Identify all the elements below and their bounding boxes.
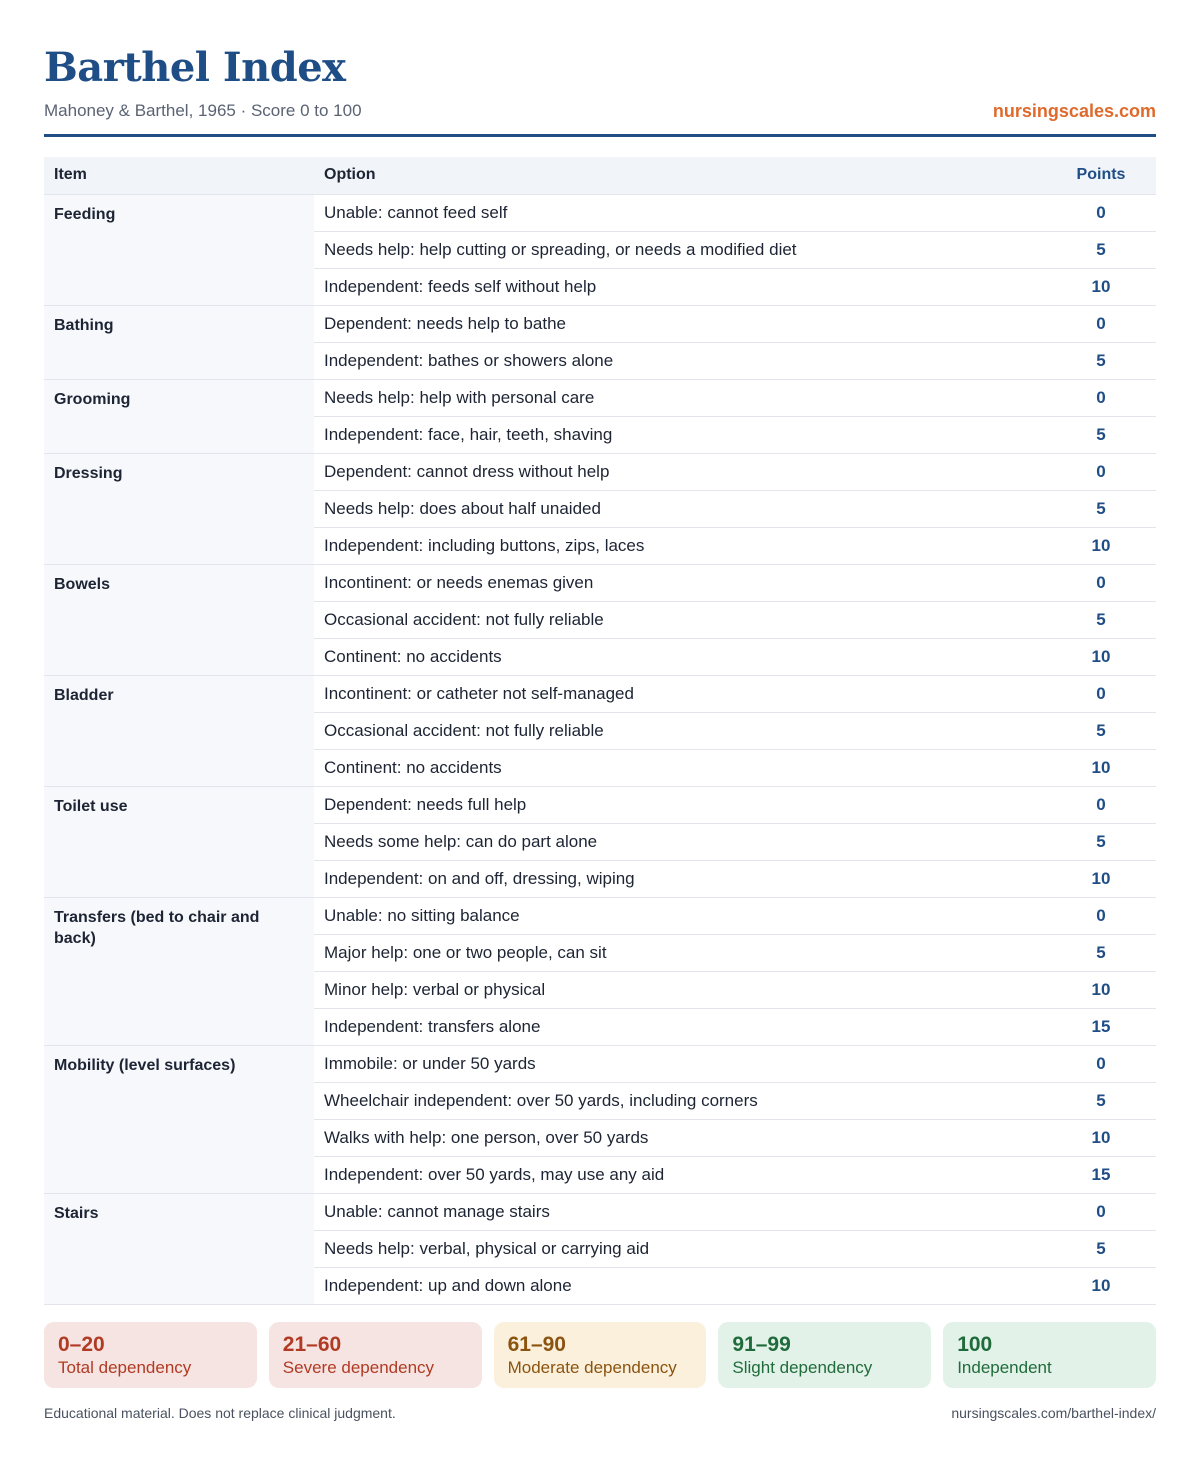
option-text: Wheelchair independent: over 50 yards, including corners	[314, 1082, 1046, 1119]
option-points: 5	[1046, 823, 1156, 860]
option-points: 5	[1046, 601, 1156, 638]
option-text: Incontinent: or catheter not self-managed	[314, 675, 1046, 712]
option-text: Occasional accident: not fully reliable	[314, 601, 1046, 638]
option-points: 10	[1046, 1267, 1156, 1304]
band-label: Total dependency	[58, 1358, 192, 1377]
option-text: Independent: transfers alone	[314, 1008, 1046, 1045]
band-label: Independent	[957, 1358, 1052, 1377]
item-name: Dressing	[44, 453, 314, 564]
option-points: 5	[1046, 934, 1156, 971]
option-points: 10	[1046, 1119, 1156, 1156]
option-text: Dependent: cannot dress without help	[314, 453, 1046, 490]
table-row	[44, 379, 1156, 416]
column-header-points: Points	[1046, 157, 1156, 194]
option-text: Walks with help: one person, over 50 yards	[314, 1119, 1046, 1156]
table-row	[44, 786, 1156, 823]
option-text: Unable: no sitting balance	[314, 897, 1046, 934]
table-body	[44, 194, 1156, 1304]
option-text: Independent: bathes or showers alone	[314, 342, 1046, 379]
column-header-option: Option	[314, 157, 1046, 194]
option-text: Incontinent: or needs enemas given	[314, 564, 1046, 601]
item-name: Mobility (level surfaces)	[44, 1045, 314, 1193]
option-points: 15	[1046, 1008, 1156, 1045]
item-name: Grooming	[44, 379, 314, 453]
option-text: Continent: no accidents	[314, 638, 1046, 675]
option-points: 10	[1046, 971, 1156, 1008]
band-range: 21–60	[282, 1333, 342, 1356]
item-name: Bowels	[44, 564, 314, 675]
item-name: Bathing	[44, 305, 314, 379]
site-link[interactable]: nursingscales.com	[992, 101, 1156, 121]
score-bands	[44, 1322, 1156, 1388]
option-text: Minor help: verbal or physical	[314, 971, 1046, 1008]
option-text: Continent: no accidents	[314, 749, 1046, 786]
option-text: Dependent: needs help to bathe	[314, 305, 1046, 342]
option-text: Major help: one or two people, can sit	[314, 934, 1046, 971]
table-row	[44, 897, 1156, 934]
option-text: Needs help: does about half unaided	[314, 490, 1046, 527]
table-header-row	[44, 157, 1156, 194]
item-name: Transfers (bed to chair and back)	[44, 897, 314, 1045]
table-row	[44, 453, 1156, 490]
item-name: Feeding	[44, 194, 314, 305]
table-row	[44, 1193, 1156, 1230]
band-label: Severe dependency	[282, 1358, 435, 1377]
barthel-table	[44, 157, 1156, 1305]
option-text: Independent: including buttons, zips, laces	[314, 527, 1046, 564]
option-points: 10	[1046, 268, 1156, 305]
score-band	[269, 1322, 482, 1388]
option-text: Occasional accident: not fully reliable	[314, 712, 1046, 749]
header-divider	[44, 134, 1156, 137]
option-text: Unable: cannot manage stairs	[314, 1193, 1046, 1230]
option-text: Needs some help: can do part alone	[314, 823, 1046, 860]
option-text: Independent: face, hair, teeth, shaving	[314, 416, 1046, 453]
item-name: Stairs	[44, 1193, 314, 1304]
option-points: 5	[1046, 416, 1156, 453]
page-title: Barthel Index	[44, 44, 346, 91]
score-band	[44, 1322, 257, 1388]
band-label: Moderate dependency	[507, 1358, 677, 1377]
option-points: 5	[1046, 490, 1156, 527]
option-points: 0	[1046, 305, 1156, 342]
option-text: Needs help: verbal, physical or carrying aid	[314, 1230, 1046, 1267]
option-points: 0	[1046, 453, 1156, 490]
option-text: Independent: on and off, dressing, wiping	[314, 860, 1046, 897]
option-points: 10	[1046, 860, 1156, 897]
band-range: 0–20	[58, 1333, 105, 1356]
footer-url[interactable]: nursingscales.com/barthel-index/	[951, 1405, 1156, 1421]
table-row	[44, 194, 1156, 231]
band-range: 91–99	[732, 1333, 791, 1356]
score-band	[494, 1322, 707, 1388]
option-text: Independent: feeds self without help	[314, 268, 1046, 305]
option-points: 0	[1046, 1193, 1156, 1230]
column-header-item: Item	[44, 157, 314, 194]
page-subtitle: Mahoney & Barthel, 1965 · Score 0 to 100	[44, 101, 362, 120]
option-points: 5	[1046, 1082, 1156, 1119]
band-range: 100	[957, 1333, 993, 1356]
band-range: 61–90	[507, 1333, 566, 1356]
option-text: Needs help: help cutting or spreading, or needs a modified diet	[314, 231, 1046, 268]
score-band	[943, 1322, 1156, 1388]
option-text: Immobile: or under 50 yards	[314, 1045, 1046, 1082]
option-points: 15	[1046, 1156, 1156, 1193]
footer-disclaimer: Educational material. Does not replace clinical judgment.	[44, 1405, 396, 1421]
option-points: 10	[1046, 527, 1156, 564]
option-points: 10	[1046, 749, 1156, 786]
option-points: 5	[1046, 712, 1156, 749]
table-row	[44, 305, 1156, 342]
option-points: 5	[1046, 231, 1156, 268]
option-text: Dependent: needs full help	[314, 786, 1046, 823]
option-points: 0	[1046, 786, 1156, 823]
option-text: Independent: up and down alone	[314, 1267, 1046, 1304]
score-band	[718, 1322, 931, 1388]
option-points: 0	[1046, 194, 1156, 231]
option-points: 0	[1046, 1045, 1156, 1082]
item-name: Toilet use	[44, 786, 314, 897]
table-row	[44, 1045, 1156, 1082]
option-text: Unable: cannot feed self	[314, 194, 1046, 231]
option-text: Needs help: help with personal care	[314, 379, 1046, 416]
item-name: Bladder	[44, 675, 314, 786]
option-points: 5	[1046, 342, 1156, 379]
option-points: 10	[1046, 638, 1156, 675]
option-points: 0	[1046, 897, 1156, 934]
table-row	[44, 564, 1156, 601]
option-points: 0	[1046, 379, 1156, 416]
option-points: 0	[1046, 564, 1156, 601]
option-points: 0	[1046, 675, 1156, 712]
option-text: Independent: over 50 yards, may use any aid	[314, 1156, 1046, 1193]
band-label: Slight dependency	[732, 1358, 873, 1377]
table-row	[44, 675, 1156, 712]
option-points: 5	[1046, 1230, 1156, 1267]
